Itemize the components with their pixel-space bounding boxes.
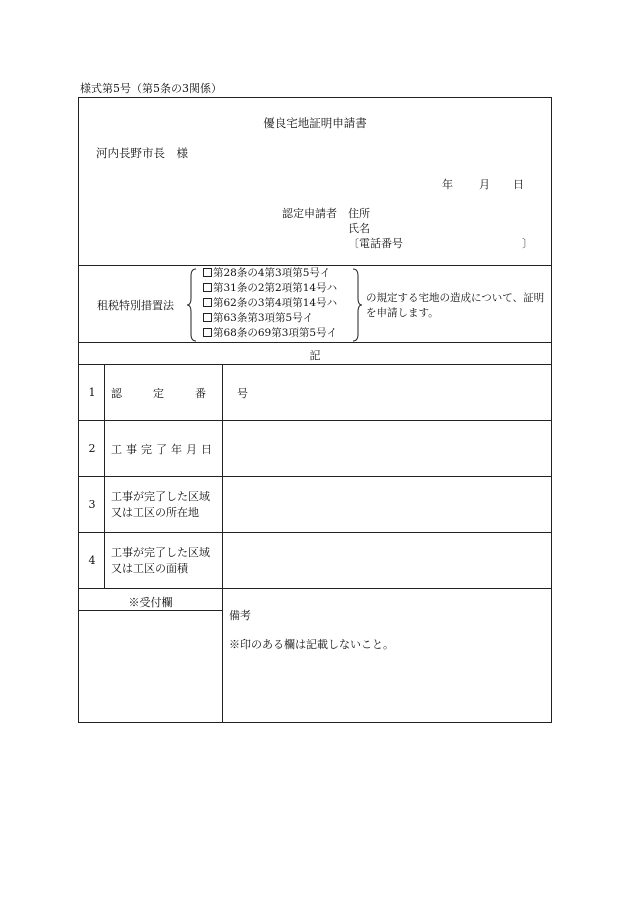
location-field[interactable] (223, 477, 551, 532)
location-label (111, 489, 210, 521)
clause-text: 第68条の69第3項第5号イ (213, 327, 338, 339)
ki-heading: 記 (309, 349, 321, 362)
date-day-label: 日 (513, 178, 524, 191)
clause-text: 第31条の2第2項第14号ハ (213, 282, 338, 294)
location-label-line2: 又は工区の所在地 (111, 506, 199, 519)
applicant-label: 認定申請者 (282, 207, 337, 220)
divider-row4-bottom (78, 588, 552, 589)
name-label: 氏名 (348, 222, 370, 235)
address-label: 住所 (348, 207, 370, 220)
clause-option-4[interactable] (203, 312, 313, 325)
row-number: 4 (88, 554, 96, 567)
form-title: 優良宅地証明申請書 (263, 116, 367, 130)
clause-checkbox[interactable] (203, 268, 212, 277)
row-number: 2 (88, 442, 96, 455)
reception-label: ※受付欄 (128, 596, 173, 609)
completion-date-field[interactable] (223, 421, 551, 476)
application-statement: の規定する宅地の造成について、証明を申請します。 (366, 292, 545, 319)
divider-number-column (104, 364, 105, 588)
location-label-line1: 工事が完了した区域 (111, 490, 210, 503)
divider-header-bottom (78, 265, 552, 266)
clause-option-2[interactable] (203, 282, 337, 295)
row-number: 1 (88, 386, 96, 399)
area-label-line2: 又は工区の面積 (111, 562, 188, 575)
area-label-line1: 工事が完了した区域 (111, 546, 210, 559)
date-month-label: 月 (479, 178, 490, 191)
clause-option-1[interactable] (203, 267, 330, 280)
reception-field (79, 611, 222, 722)
certification-number-label: 認 定 番 号 (111, 387, 258, 400)
left-brace-icon (186, 268, 198, 342)
clause-checkbox[interactable] (203, 298, 212, 307)
clause-checkbox[interactable] (203, 283, 212, 292)
clause-option-5[interactable] (203, 327, 337, 340)
certification-number-field[interactable] (223, 365, 551, 420)
phone-bracket-close: 〕 (522, 237, 533, 250)
remarks-label: 備考 (229, 609, 251, 622)
clause-checkbox[interactable] (203, 313, 212, 322)
divider-clauses-bottom (78, 342, 552, 343)
area-field[interactable] (223, 533, 551, 588)
completion-date-label: 工事完了年月日 (111, 443, 216, 456)
form-number-label: 様式第5号（第5条の3関係） (80, 82, 222, 95)
remarks-note: ※印のある欄は記載しないこと。 (229, 638, 394, 651)
clause-text: 第63条第3項第5号イ (213, 312, 314, 324)
clause-option-3[interactable] (203, 297, 337, 310)
tax-law-label: 租税特別措置法 (97, 299, 174, 312)
clause-checkbox[interactable] (203, 328, 212, 337)
addressee: 河内長野市長 様 (96, 146, 188, 160)
row-number: 3 (88, 498, 96, 511)
phone-label: 〔電話番号 (348, 237, 403, 250)
clause-text: 第62条の3第4項第14号ハ (213, 297, 338, 309)
date-year-label: 年 (442, 178, 453, 191)
right-brace-icon (351, 268, 363, 342)
clause-text: 第28条の4第3項第5号イ (213, 267, 331, 279)
area-label (111, 545, 210, 577)
